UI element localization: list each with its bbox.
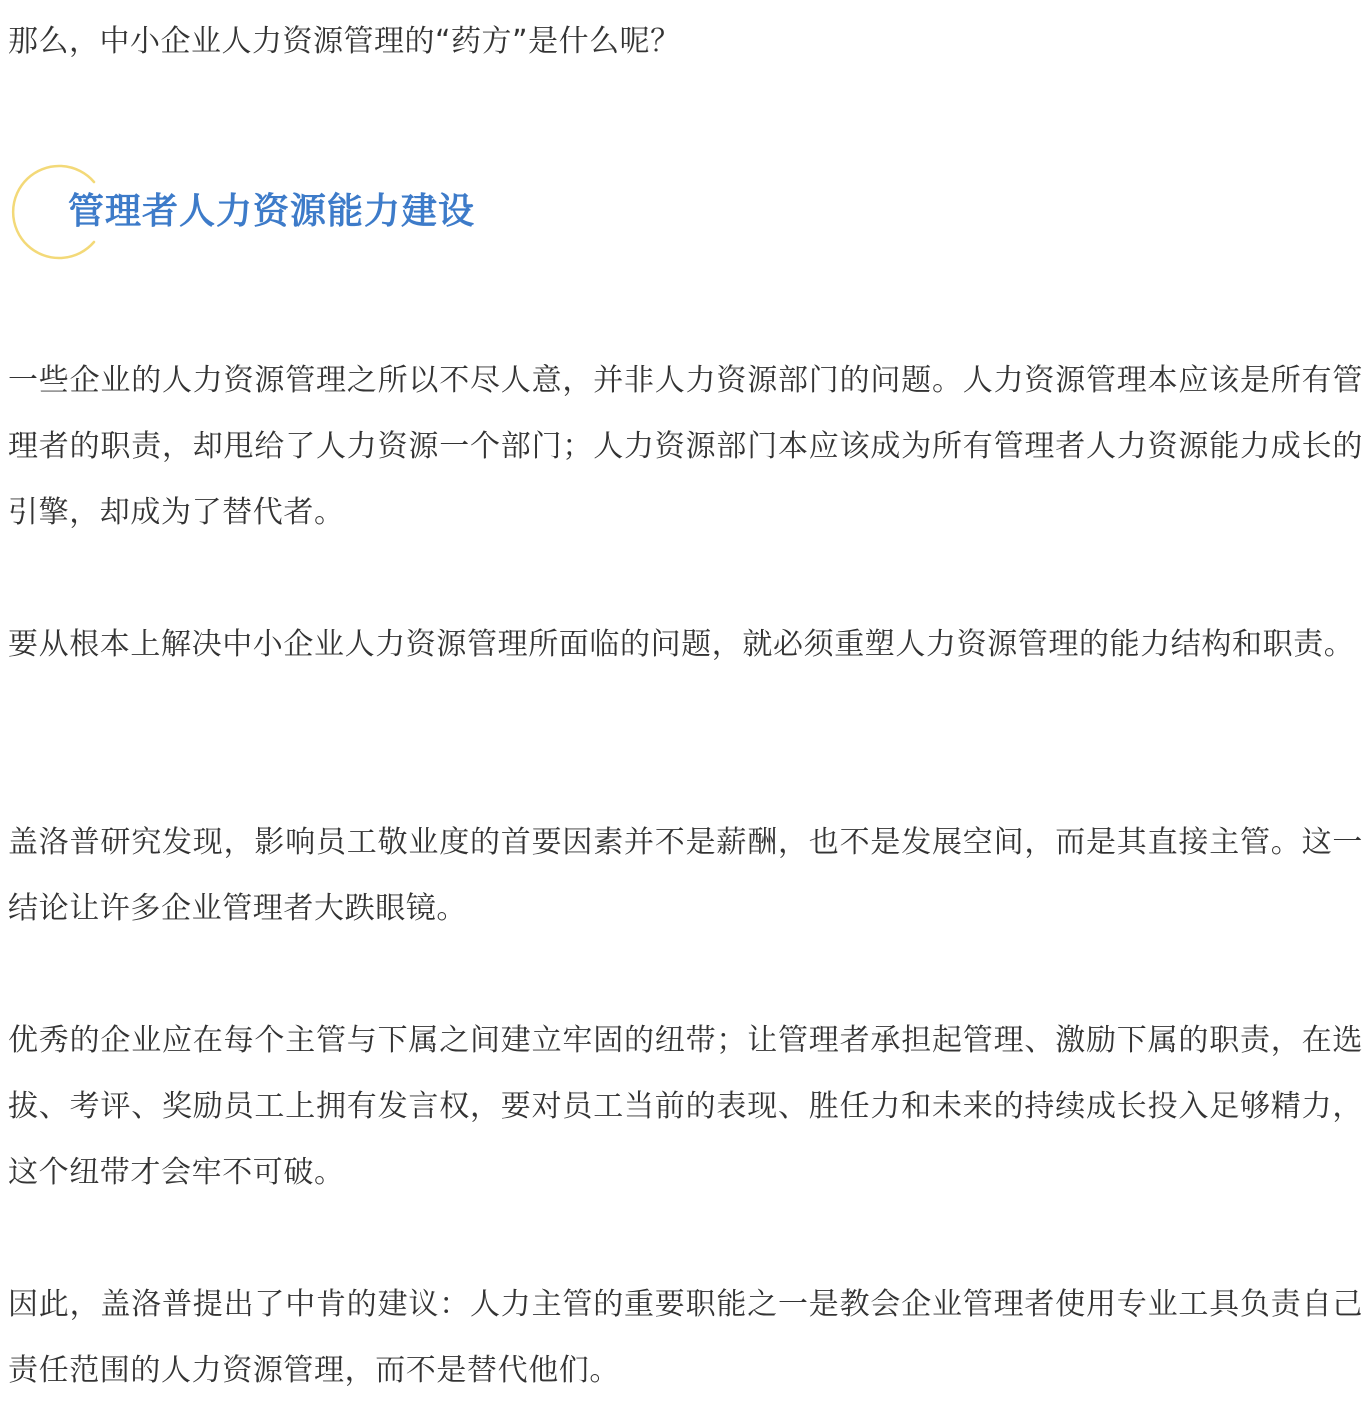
intro-question: 那么，中小企业人力资源管理的“药方”是什么呢？ [8,24,681,59]
section-heading [6,160,606,264]
paragraph-2: 要从根本上解决中小企业人力资源管理所面临的问题，就必须重塑人力资源管理的能力结构和职责。 [8,627,1355,662]
paragraph-5: 因此，盖洛普提出了中肯的建议：人力主管的重要职能之一是教会企业管理者使用专业工具负责自己责任范围的人力资源管理，而不是替代他们。 [8,1287,1363,1388]
paragraph-1: 一些企业的人力资源管理之所以不尽人意，并非人力资源部门的问题。人力资源管理本应该是所有管理者的职责，却甩给了人力资源一个部门；人力资源部门本应该成为所有管理者人力资源能力成长的引擎，却成为了替代者。 [8,363,1363,530]
paragraph-3: 盖洛普研究发现，影响员工敬业度的首要因素并不是薪酬，也不是发展空间，而是其直接主管。这一结论让许多企业管理者大跌眼镜。 [8,825,1363,926]
paragraph-4: 优秀的企业应在每个主管与下属之间建立牢固的纽带；让管理者承担起管理、激励下属的职责，在选拔、考评、奖励员工上拥有发言权，要对员工当前的表现、胜任力和未来的持续成长投入足够精力，这个纽带才会牢不可破。 [8,1023,1363,1190]
section-title: 管理者人力资源能力建设 [68,191,476,232]
